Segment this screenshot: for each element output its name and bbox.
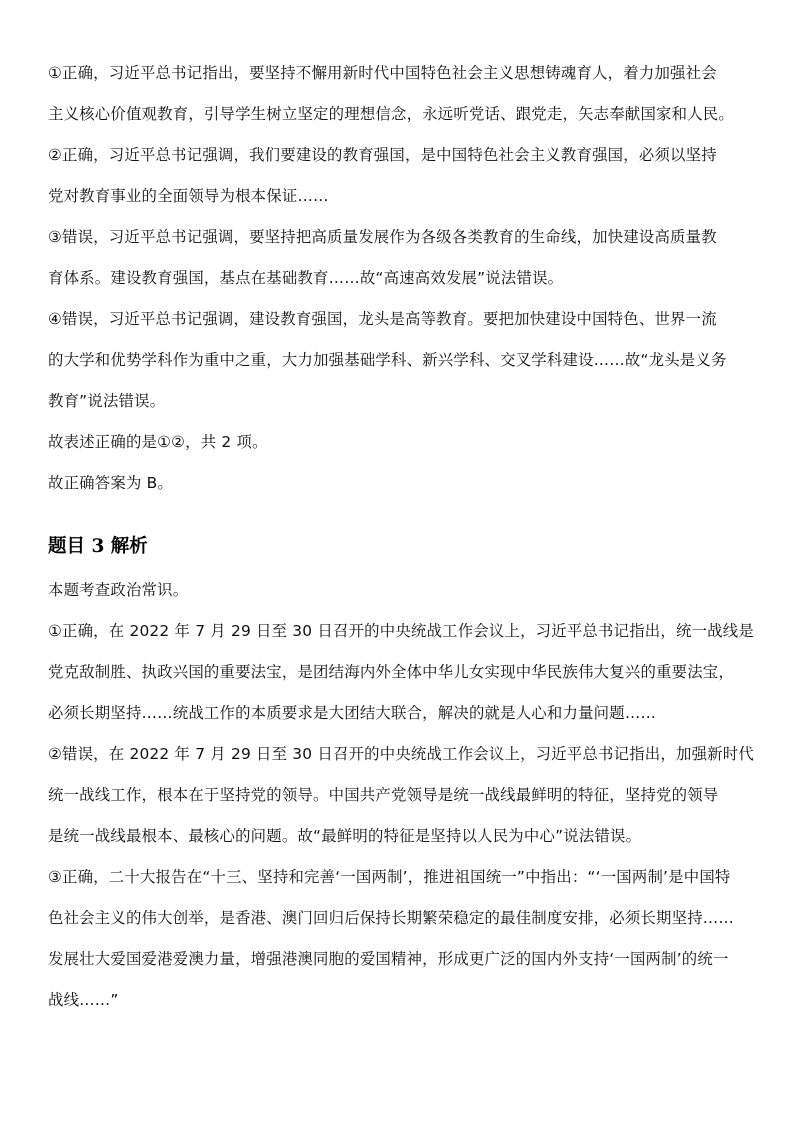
text-line: 必须长期坚持……统战工作的本质要求是大团结大联合，解决的就是人心和力量问题…… bbox=[48, 704, 657, 722]
text-line: 故表述正确的是①②，共 2 项。 bbox=[48, 433, 268, 451]
text-line: 故正确答案为 B。 bbox=[48, 474, 173, 492]
paragraph-intro bbox=[48, 570, 752, 611]
text-line: ③正确，二十大报告在“十三、坚持和完善‘一国两制’，推进祖国统一”中指出：“‘一国两制’是中国特 bbox=[48, 868, 731, 886]
text-line: 党对教育事业的全面领导为根本保证…… bbox=[48, 187, 329, 205]
text-line: ②正确，习近平总书记强调，我们要建设的教育强国，是中国特色社会主义教育强国，必须以坚持 bbox=[48, 146, 717, 164]
text-line: 统一战线工作，根本在于坚持党的领导。中国共产党领导是统一战线最鲜明的特征，坚持党的领导 bbox=[48, 786, 719, 804]
text-line: 的大学和优势学科作为重中之重，大力加强基础学科、新兴学科、交叉学科建设……故“龙头是义务 bbox=[48, 351, 727, 369]
text-line: 色社会主义的伟大创举，是香港、澳门回归后保持长期繁荣稳定的最佳制度安排，必须长期坚持…… bbox=[48, 909, 734, 927]
question-3-analysis-block bbox=[48, 570, 752, 1021]
paragraph-option-2 bbox=[48, 734, 752, 857]
paragraph-option-1 bbox=[48, 53, 752, 135]
text-line: 是统一战线最根本、最核心的问题。故“最鲜明的特征是坚持以人民为中心”说法错误。 bbox=[48, 827, 642, 845]
paragraph-summary bbox=[48, 422, 752, 463]
paragraph-option-4 bbox=[48, 299, 752, 422]
text-line: 战线……” bbox=[48, 991, 119, 1009]
answer-analysis-block bbox=[48, 53, 752, 504]
text-line: 育体系。建设教育强国，基点在基础教育……故“高速高效发展”说法错误。 bbox=[48, 269, 564, 287]
paragraph-answer bbox=[48, 463, 752, 504]
text-line: ①正确，在 2022 年 7 月 29 日至 30 日召开的中央统战工作会议上，习近平总书记指出，统一战线是 bbox=[48, 622, 754, 640]
text-line: ④错误，习近平总书记强调，建设教育强国，龙头是高等教育。要把加快建设中国特色、世界一流 bbox=[48, 310, 717, 328]
text-line: ②错误，在 2022 年 7 月 29 日至 30 日召开的中央统战工作会议上，习近平总书记指出，加强新时代 bbox=[48, 745, 754, 763]
text-line: 主义核心价值观教育，引导学生树立坚定的理想信念，永远听党话、跟党走，矢志奉献国家和人民。 bbox=[48, 105, 734, 123]
text-line: 党克敌制胜、执政兴国的重要法宝，是团结海内外全体中华儿女实现中华民族伟大复兴的重要法宝， bbox=[48, 663, 734, 681]
text-line: 发展壮大爱国爱港爱澳力量，增强港澳同胞的爱国精神，形成更广泛的国内外支持‘一国两制’的统一 bbox=[48, 950, 729, 968]
paragraph-option-3 bbox=[48, 217, 752, 299]
paragraph-option-1 bbox=[48, 611, 752, 734]
text-line: ③错误，习近平总书记强调，要坚持把高质量发展作为各级各类教育的生命线，加快建设高质量教 bbox=[48, 228, 717, 246]
text-line: 本题考查政治常识。 bbox=[48, 581, 189, 599]
paragraph-option-2 bbox=[48, 135, 752, 217]
section-heading: 题目 3 解析 bbox=[48, 536, 148, 557]
paragraph-option-3 bbox=[48, 857, 752, 1021]
text-line: ①正确，习近平总书记指出，要坚持不懈用新时代中国特色社会主义思想铸魂育人，着力加强社会 bbox=[48, 64, 717, 82]
text-line: 教育”说法错误。 bbox=[48, 392, 166, 410]
